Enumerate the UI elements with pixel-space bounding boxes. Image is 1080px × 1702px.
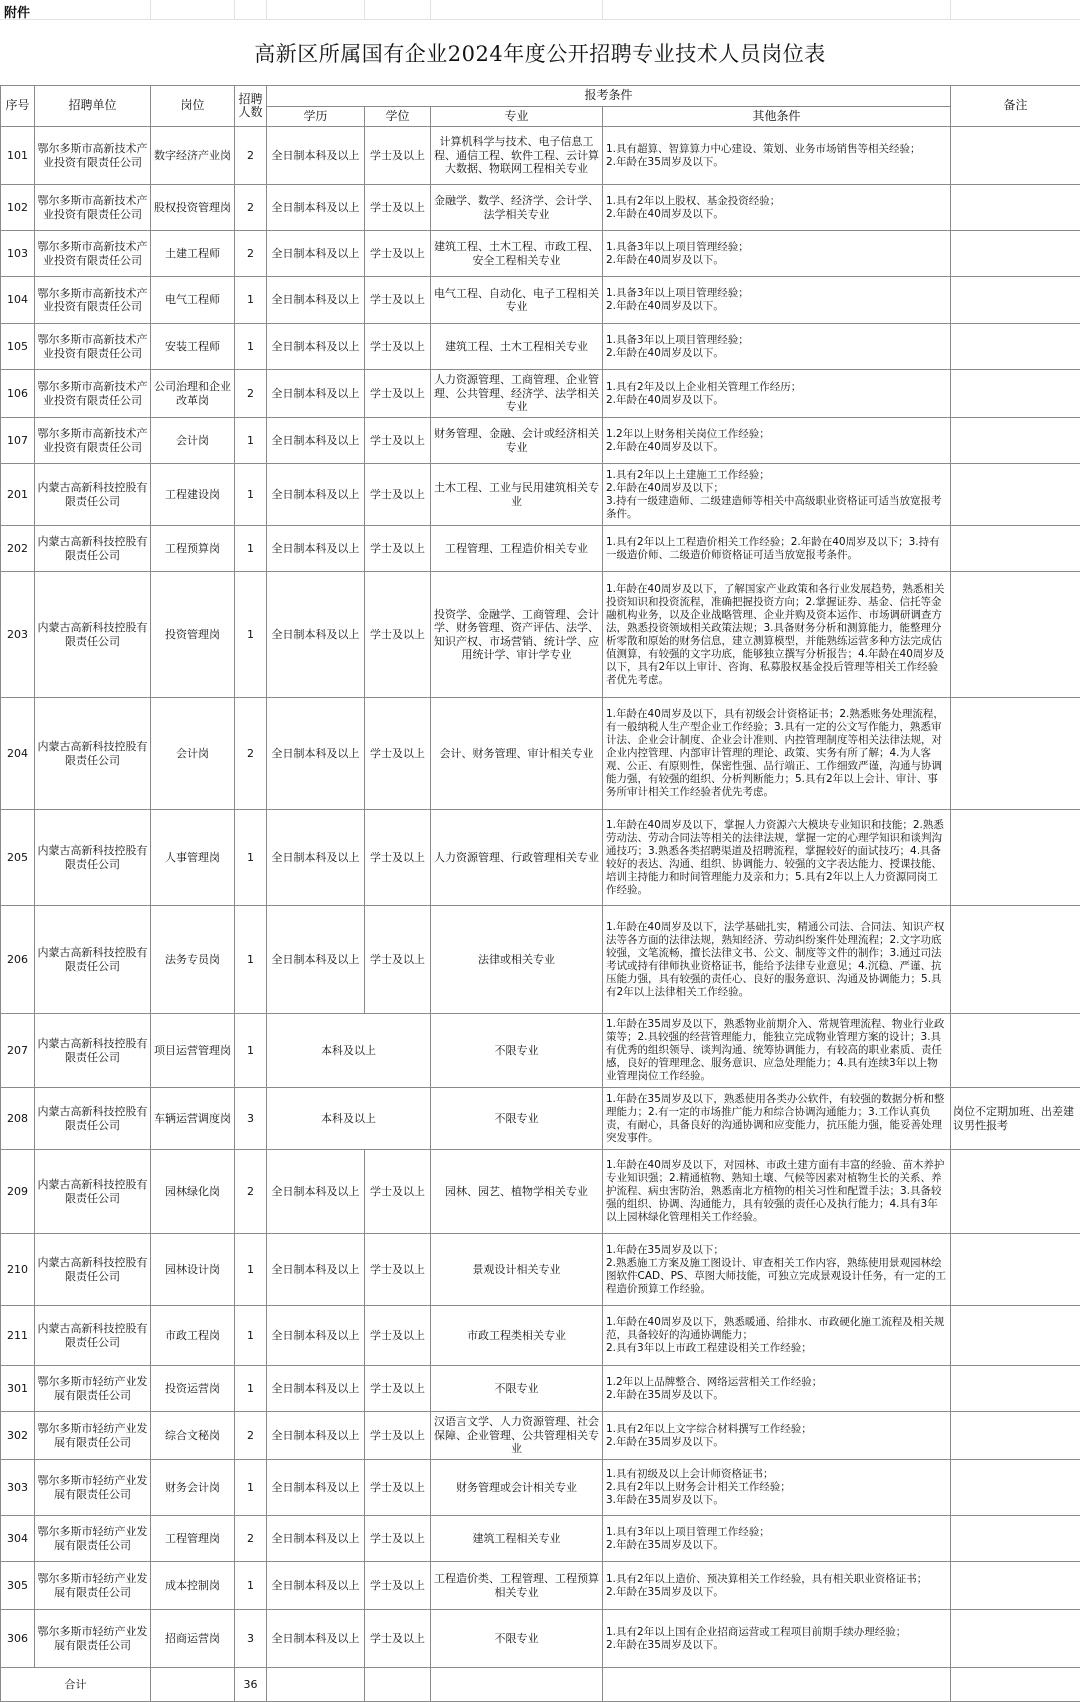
- table-row: [1, 1610, 1080, 1668]
- cell-unit: 鄂尔多斯市高新技术产业投资有限责任公司: [35, 370, 151, 418]
- cell-edu: 全日制本科及以上: [267, 1306, 365, 1366]
- cell-remark: [951, 1516, 1080, 1562]
- cell-remark: [951, 572, 1080, 698]
- page-title: 高新区所属国有企业2024年度公开招聘专业技术人员岗位表: [0, 38, 1080, 68]
- cell-degree: 学士及以上: [365, 1460, 431, 1516]
- cell-major: 建筑工程相关专业: [431, 1516, 603, 1562]
- cell-count: 2: [235, 370, 267, 418]
- cell-count: 2: [235, 231, 267, 277]
- cell-count: 1: [235, 324, 267, 370]
- cell-remark: [951, 418, 1080, 464]
- cell-post: 投资管理岗: [151, 572, 235, 698]
- cell-remark: [951, 1460, 1080, 1516]
- table-row: [1, 464, 1080, 526]
- cell-seq: 209: [1, 1150, 35, 1234]
- cell-other: 1.2年以上财务相关岗位工作经验； 2.年龄在40周岁及以下。: [603, 418, 951, 464]
- cell-unit: 内蒙古高新科技控股有限责任公司: [35, 526, 151, 572]
- cell-edu: 全日制本科及以上: [267, 418, 365, 464]
- cell-post: 项目运营管理岗: [151, 1014, 235, 1088]
- cell-seq: 105: [1, 324, 35, 370]
- table-row: [1, 277, 1080, 324]
- cell-other: 1.具有2年以上股权、基金投资经验； 2.年龄在40周岁及以下。: [603, 185, 951, 231]
- cell-post: 投资运营岗: [151, 1366, 235, 1412]
- cell-edu: 本科及以上: [267, 1088, 431, 1150]
- header-edu: 学历: [267, 107, 365, 127]
- header-conditions: 报考条件: [267, 86, 951, 107]
- cell-remark: [951, 324, 1080, 370]
- cell-other: 1.具有3年以上项目管理工作经验； 2.年龄在35周岁及以下。: [603, 1516, 951, 1562]
- cell-seq: 104: [1, 277, 35, 324]
- cell-other: 1.具有2年以上国有企业招商运营或工程项目前期手续办理经验； 2.年龄在35周岁及以下。: [603, 1610, 951, 1668]
- total-count: 36: [235, 1668, 267, 1702]
- cell-remark: [951, 1234, 1080, 1306]
- table-row: [1, 1014, 1080, 1088]
- job-positions-table: [0, 85, 1080, 1702]
- cell-count: 1: [235, 1306, 267, 1366]
- cell-remark: [951, 1412, 1080, 1460]
- cell-count: 2: [235, 185, 267, 231]
- cell-seq: 107: [1, 418, 35, 464]
- cell-count: 1: [235, 1366, 267, 1412]
- cell-other: 1.具有初级及以上会计师资格证书； 2.具有2年以上财务会计相关工作经验； 3.年龄在35周岁及以下。: [603, 1460, 951, 1516]
- cell-post: 会计岗: [151, 698, 235, 810]
- cell-seq: 102: [1, 185, 35, 231]
- cell-degree: 学士及以上: [365, 370, 431, 418]
- cell-other: 1.年龄在40周岁及以下，熟悉暖通、给排水、市政硬化施工流程及相关规范，具备较好的沟通协调能力； 2.具有3年以上市政工程建设相关工作经验；: [603, 1306, 951, 1366]
- cell-major: 不限专业: [431, 1366, 603, 1412]
- table-row: [1, 127, 1080, 185]
- cell-major: 财务管理、金融、会计或经济相关专业: [431, 418, 603, 464]
- cell-edu: 全日制本科及以上: [267, 1562, 365, 1610]
- cell-edu: 全日制本科及以上: [267, 370, 365, 418]
- cell-unit: 内蒙古高新科技控股有限责任公司: [35, 464, 151, 526]
- cell-edu: 全日制本科及以上: [267, 185, 365, 231]
- table-row: [1, 185, 1080, 231]
- cell-degree: 学士及以上: [365, 1610, 431, 1668]
- cell-remark: [951, 906, 1080, 1014]
- total-row: [1, 1668, 1080, 1702]
- cell-major: 会计、财务管理、审计相关专业: [431, 698, 603, 810]
- cell-post: 安装工程师: [151, 324, 235, 370]
- cell-count: 2: [235, 698, 267, 810]
- cell-remark: [951, 698, 1080, 810]
- cell-post: 股权投资管理岗: [151, 185, 235, 231]
- cell-edu: 全日制本科及以上: [267, 810, 365, 906]
- cell-edu: 本科及以上: [267, 1014, 431, 1088]
- cell-degree: 学士及以上: [365, 1516, 431, 1562]
- cell-major: 建筑工程、土木工程、市政工程、安全工程相关专业: [431, 231, 603, 277]
- cell-degree: 学士及以上: [365, 1306, 431, 1366]
- cell-major: 人力资源管理、行政管理相关专业: [431, 810, 603, 906]
- cell-post: 招商运营岗: [151, 1610, 235, 1668]
- cell-seq: 206: [1, 906, 35, 1014]
- cell-edu: 全日制本科及以上: [267, 1234, 365, 1306]
- cell-unit: 鄂尔多斯市轻纺产业发展有限责任公司: [35, 1562, 151, 1610]
- table-row: [1, 1150, 1080, 1234]
- cell-seq: 203: [1, 572, 35, 698]
- header-degree: 学位: [365, 107, 431, 127]
- cell-unit: 鄂尔多斯市轻纺产业发展有限责任公司: [35, 1516, 151, 1562]
- cell-major: 工程造价类、工程管理、工程预算相关专业: [431, 1562, 603, 1610]
- cell-edu: 全日制本科及以上: [267, 572, 365, 698]
- cell-other: 1.年龄在35周岁及以下； 2.熟悉施工方案及施工图设计、审查相关工作内容，熟练使用景观园林绘图软件CAD、PS、草图大师技能，可独立完成景观设计任务，有一定的工程造价预算工作经验。: [603, 1234, 951, 1306]
- cell-post: 综合文秘岗: [151, 1412, 235, 1460]
- sheet-top-gridline: [0, 0, 1080, 20]
- cell-degree: 学士及以上: [365, 906, 431, 1014]
- cell-unit: 内蒙古高新科技控股有限责任公司: [35, 1306, 151, 1366]
- table-row: [1, 1412, 1080, 1460]
- cell-degree: 学士及以上: [365, 526, 431, 572]
- header-seq: 序号: [1, 86, 35, 127]
- cell-post: 工程建设岗: [151, 464, 235, 526]
- table-row: [1, 698, 1080, 810]
- cell-other: 1.年龄在40周岁及以下，了解国家产业政策和各行业发展趋势，熟悉相关投资知识和投资流程，准确把握投资方向；2.掌握证券、基金、信托等金融机构业务，以及企业战略管理、企业并购及资本运作、市场调研调查方法，熟悉投资领域相关政策法规；3.具备财务分析和测算能力，能整理分析零散和原始的财务信息，建立测算模型，并能熟练运营多种方法完成估值测算，有较强的文字功底，能够独立撰写分析报告；4.年龄在40周岁及以下，具有2年以上审计、咨询、私募股权基金投后管理等相关工作经验者优先考虑。: [603, 572, 951, 698]
- table-row: [1, 526, 1080, 572]
- cell-major: 计算机科学与技术、电子信息工程、通信工程、软件工程、云计算大数据、物联网工程相关专业: [431, 127, 603, 185]
- cell-unit: 鄂尔多斯市轻纺产业发展有限责任公司: [35, 1366, 151, 1412]
- cell-post: 工程管理岗: [151, 1516, 235, 1562]
- cell-major: 建筑工程、土木工程相关专业: [431, 324, 603, 370]
- cell-unit: 鄂尔多斯市高新技术产业投资有限责任公司: [35, 277, 151, 324]
- cell-major: 不限专业: [431, 1014, 603, 1088]
- cell-degree: 学士及以上: [365, 418, 431, 464]
- cell-post: 园林设计岗: [151, 1234, 235, 1306]
- table-row: [1, 1306, 1080, 1366]
- cell-degree: 学士及以上: [365, 185, 431, 231]
- cell-degree: 学士及以上: [365, 231, 431, 277]
- total-empty-cell: [603, 1668, 951, 1702]
- table-row: [1, 572, 1080, 698]
- cell-seq: 208: [1, 1088, 35, 1150]
- table-row: [1, 1088, 1080, 1150]
- cell-other: 1.年龄在35周岁及以下，熟悉物业前期介入、常规管理流程、物业行业政策等；2.具较强的经营管理能力，能独立完成物业管理方案的设计；3.具有优秀的组织领导、谈判沟通、统筹协调能力，有较高的职业素质、责任感，良好的管理理念、服务意识、应急处理能力；4.具有连续3年以上物业管理岗位工作经验。: [603, 1014, 951, 1088]
- cell-major: 财务管理或会计相关专业: [431, 1460, 603, 1516]
- cell-other: 1.具有2年以上文字综合材料撰写工作经验； 2.年龄在35周岁及以下。: [603, 1412, 951, 1460]
- table-row: [1, 370, 1080, 418]
- total-empty-cell: [267, 1668, 365, 1702]
- cell-post: 成本控制岗: [151, 1562, 235, 1610]
- cell-count: 2: [235, 127, 267, 185]
- cell-seq: 205: [1, 810, 35, 906]
- cell-post: 市政工程岗: [151, 1306, 235, 1366]
- cell-count: 1: [235, 464, 267, 526]
- table-row: [1, 1516, 1080, 1562]
- cell-unit: 内蒙古高新科技控股有限责任公司: [35, 810, 151, 906]
- cell-seq: 103: [1, 231, 35, 277]
- cell-unit: 内蒙古高新科技控股有限责任公司: [35, 1014, 151, 1088]
- cell-unit: 内蒙古高新科技控股有限责任公司: [35, 1150, 151, 1234]
- cell-post: 车辆运营调度岗: [151, 1088, 235, 1150]
- cell-remark: [951, 810, 1080, 906]
- cell-remark: [951, 127, 1080, 185]
- cell-major: 投资学、金融学、工商管理、会计学、财务管理、资产评估、法学、知识产权、市场营销、统计学、应用统计学、审计学专业: [431, 572, 603, 698]
- cell-other: 1.具有2年以上造价、预决算相关工作经验，具有相关职业资格证书； 2.年龄在35周岁及以下。: [603, 1562, 951, 1610]
- cell-seq: 303: [1, 1460, 35, 1516]
- header-post: 岗位: [151, 86, 235, 127]
- cell-seq: 306: [1, 1610, 35, 1668]
- cell-count: 2: [235, 1150, 267, 1234]
- cell-seq: 301: [1, 1366, 35, 1412]
- cell-count: 1: [235, 906, 267, 1014]
- cell-seq: 305: [1, 1562, 35, 1610]
- cell-major: 金融学、数学、经济学、会计学、法学相关专业: [431, 185, 603, 231]
- cell-count: 3: [235, 1610, 267, 1668]
- cell-remark: [951, 370, 1080, 418]
- cell-unit: 鄂尔多斯市高新技术产业投资有限责任公司: [35, 418, 151, 464]
- cell-post: 土建工程师: [151, 231, 235, 277]
- cell-other: 1.具有2年以上土建施工工作经验； 2.年龄在40周岁及以下； 3.持有一级建造师、二级建造师等相关中高级职业资格证可适当放宽报考条件。: [603, 464, 951, 526]
- cell-degree: 学士及以上: [365, 698, 431, 810]
- cell-count: 1: [235, 1460, 267, 1516]
- cell-post: 法务专员岗: [151, 906, 235, 1014]
- cell-other: 1.具有2年及以上企业相关管理工作经历； 2.年龄在40周岁及以下。: [603, 370, 951, 418]
- cell-degree: 学士及以上: [365, 1366, 431, 1412]
- cell-edu: 全日制本科及以上: [267, 1412, 365, 1460]
- header-other: 其他条件: [603, 107, 951, 127]
- cell-count: 1: [235, 1014, 267, 1088]
- cell-major: 不限专业: [431, 1610, 603, 1668]
- cell-remark: [951, 1306, 1080, 1366]
- cell-major: 汉语言文学、人力资源管理、社会保障、企业管理、公共管理相关专业: [431, 1412, 603, 1460]
- cell-unit: 鄂尔多斯市高新技术产业投资有限责任公司: [35, 127, 151, 185]
- cell-post: 人事管理岗: [151, 810, 235, 906]
- cell-seq: 207: [1, 1014, 35, 1088]
- cell-remark: [951, 526, 1080, 572]
- cell-edu: 全日制本科及以上: [267, 127, 365, 185]
- cell-edu: 全日制本科及以上: [267, 698, 365, 810]
- total-label: 合计: [1, 1668, 151, 1702]
- cell-degree: 学士及以上: [365, 1562, 431, 1610]
- attachment-label: 附件: [4, 2, 30, 21]
- cell-seq: 202: [1, 526, 35, 572]
- cell-major: 景观设计相关专业: [431, 1234, 603, 1306]
- cell-edu: 全日制本科及以上: [267, 464, 365, 526]
- table-row: [1, 810, 1080, 906]
- cell-unit: 鄂尔多斯市高新技术产业投资有限责任公司: [35, 185, 151, 231]
- cell-major: 土木工程、工业与民用建筑相关专业: [431, 464, 603, 526]
- cell-unit: 鄂尔多斯市轻纺产业发展有限责任公司: [35, 1610, 151, 1668]
- cell-major: 电气工程、自动化、电子工程相关专业: [431, 277, 603, 324]
- table-row: [1, 1234, 1080, 1306]
- cell-count: 1: [235, 277, 267, 324]
- cell-unit: 内蒙古高新科技控股有限责任公司: [35, 1234, 151, 1306]
- cell-degree: 学士及以上: [365, 1412, 431, 1460]
- cell-edu: 全日制本科及以上: [267, 1516, 365, 1562]
- cell-remark: [951, 1014, 1080, 1088]
- cell-count: 3: [235, 1088, 267, 1150]
- cell-post: 园林绿化岗: [151, 1150, 235, 1234]
- cell-major: 不限专业: [431, 1088, 603, 1150]
- cell-edu: 全日制本科及以上: [267, 1150, 365, 1234]
- cell-seq: 210: [1, 1234, 35, 1306]
- cell-unit: 鄂尔多斯市轻纺产业发展有限责任公司: [35, 1460, 151, 1516]
- cell-edu: 全日制本科及以上: [267, 1610, 365, 1668]
- cell-post: 公司治理和企业改革岗: [151, 370, 235, 418]
- header-remark: 备注: [951, 86, 1080, 127]
- cell-major: 人力资源管理、工商管理、企业管理、公共管理、经济学、法学相关专业: [431, 370, 603, 418]
- cell-count: 1: [235, 810, 267, 906]
- cell-remark: 岗位不定期加班、出差建议男性报考: [951, 1088, 1080, 1150]
- cell-seq: 201: [1, 464, 35, 526]
- cell-post: 会计岗: [151, 418, 235, 464]
- total-empty-cell: [431, 1668, 603, 1702]
- cell-other: 1.年龄在35周岁及以下，熟悉使用各类办公软件，有较强的数据分析和整理能力；2.有一定的市场推广能力和综合协调沟通能力；3.工作认真负责，有耐心，具备良好的沟通协调和应变能力，抗压能力强，能妥善处理突发事件。: [603, 1088, 951, 1150]
- cell-other: 1.具备3年以上项目管理经验； 2.年龄在40周岁及以下。: [603, 231, 951, 277]
- cell-unit: 内蒙古高新科技控股有限责任公司: [35, 572, 151, 698]
- cell-edu: 全日制本科及以上: [267, 1460, 365, 1516]
- cell-remark: [951, 1150, 1080, 1234]
- cell-other: 1.具有2年以上工程造价相关工作经验；2.年龄在40周岁及以下；3.持有一级造价师、二级造价师资格证可适当放宽报考条件。: [603, 526, 951, 572]
- cell-edu: 全日制本科及以上: [267, 1366, 365, 1412]
- cell-seq: 304: [1, 1516, 35, 1562]
- cell-unit: 鄂尔多斯市高新技术产业投资有限责任公司: [35, 231, 151, 277]
- cell-count: 2: [235, 1516, 267, 1562]
- table-body: [1, 127, 1080, 1668]
- cell-other: 1.2年以上品牌整合、网络运营相关工作经验； 2.年龄在35周岁及以下。: [603, 1366, 951, 1412]
- cell-edu: 全日制本科及以上: [267, 906, 365, 1014]
- header-count: 招聘人数: [235, 86, 267, 127]
- total-empty-cell: [951, 1668, 1080, 1702]
- cell-remark: [951, 464, 1080, 526]
- cell-count: 1: [235, 572, 267, 698]
- cell-degree: 学士及以上: [365, 1150, 431, 1234]
- cell-major: 园林、园艺、植物学相关专业: [431, 1150, 603, 1234]
- cell-seq: 106: [1, 370, 35, 418]
- cell-seq: 211: [1, 1306, 35, 1366]
- header-major: 专业: [431, 107, 603, 127]
- cell-other: 1.年龄在40周岁及以下，掌握人力资源六大模块专业知识和技能；2.熟悉劳动法、劳动合同法等相关的法律法规，掌握一定的心理学知识和谈判沟通技巧；3.熟悉各类招聘渠道及招聘流程，掌握较好的面试技巧；4.具备较好的表达、沟通、组织、协调能力、较强的文字表达能力、授课技能、培训主持能力和时间管理能力及亲和力；5.具有2年以上人力资源同岗工作经验。: [603, 810, 951, 906]
- cell-degree: 学士及以上: [365, 572, 431, 698]
- cell-degree: 学士及以上: [365, 277, 431, 324]
- cell-seq: 101: [1, 127, 35, 185]
- cell-count: 1: [235, 418, 267, 464]
- cell-degree: 学士及以上: [365, 464, 431, 526]
- cell-unit: 鄂尔多斯市高新技术产业投资有限责任公司: [35, 324, 151, 370]
- cell-post: 财务会计岗: [151, 1460, 235, 1516]
- cell-degree: 学士及以上: [365, 1234, 431, 1306]
- cell-degree: 学士及以上: [365, 127, 431, 185]
- cell-post: 电气工程师: [151, 277, 235, 324]
- cell-other: 1.年龄在40周岁及以下，具有初级会计资格证书；2.熟悉账务处理流程，有一般纳税人生产型企业工作经验；3.具有一定的公文写作能力，熟悉审计法、企业会计制度、企业会计准则、内控管理制度等相关法律法规，对企业内控管理、内部审计管理的理论、政策、实务有所了解；4.为人客观、公正、有原则性，保密性强、品行端正、工作细致严谨，沟通与协调能力强，有较强的组织、分析判断能力；5.具有2年以上会计、审计、事务所审计相关工作经验者优先考虑。: [603, 698, 951, 810]
- cell-other: 1.具备3年以上项目管理经验； 2.年龄在40周岁及以下。: [603, 277, 951, 324]
- cell-other: 1.年龄在40周岁及以下，对园林、市政土建方面有丰富的经验、苗木养护专业知识强；2.精通植物、熟知土壤、气候等因素对植物生长的关系、养护流程、病虫害防治，熟悉南北方植物的相关习性和配置手法；3.具备较强的组织、协调、沟通能力，具有较强的责任心及执行能力；4.具有3年以上园林绿化管理相关工作经验。: [603, 1150, 951, 1234]
- header-unit: 招聘单位: [35, 86, 151, 127]
- cell-other: 1.年龄在40周岁及以下，法学基础扎实，精通公司法、合同法、知识产权法等各方面的法律法规，熟知经济、劳动纠纷案件处理流程；2.文字功底较强，文笔流畅，擅长法律文书、公文、制度等文件的制作；3.通过司法考试或持有律师执业资格证书，能给予法律专业意见；4.沉稳、严谨、抗压能力强，具有较强的责任心、良好的服务意识、沟通及协调能力；5.具有2年以上法律相关工作经验。: [603, 906, 951, 1014]
- cell-unit: 内蒙古高新科技控股有限责任公司: [35, 698, 151, 810]
- cell-post: 工程预算岗: [151, 526, 235, 572]
- cell-other: 1.具有超算、智算算力中心建设、策划、业务市场销售等相关经验； 2.年龄在35周岁及以下。: [603, 127, 951, 185]
- table-row: [1, 906, 1080, 1014]
- cell-count: 1: [235, 1234, 267, 1306]
- cell-degree: 学士及以上: [365, 810, 431, 906]
- cell-remark: [951, 1562, 1080, 1610]
- cell-count: 1: [235, 526, 267, 572]
- cell-seq: 302: [1, 1412, 35, 1460]
- table-row: [1, 1460, 1080, 1516]
- cell-degree: 学士及以上: [365, 324, 431, 370]
- cell-seq: 204: [1, 698, 35, 810]
- cell-edu: 全日制本科及以上: [267, 231, 365, 277]
- cell-remark: [951, 1366, 1080, 1412]
- cell-edu: 全日制本科及以上: [267, 277, 365, 324]
- cell-remark: [951, 231, 1080, 277]
- cell-count: 1: [235, 1562, 267, 1610]
- table-row: [1, 1562, 1080, 1610]
- cell-other: 1.具备3年以上项目管理经验； 2.年龄在40周岁及以下。: [603, 324, 951, 370]
- cell-remark: [951, 1610, 1080, 1668]
- cell-edu: 全日制本科及以上: [267, 526, 365, 572]
- total-empty-cell: [365, 1668, 431, 1702]
- cell-major: 法律或相关专业: [431, 906, 603, 1014]
- cell-remark: [951, 277, 1080, 324]
- cell-unit: 内蒙古高新科技控股有限责任公司: [35, 906, 151, 1014]
- cell-major: 工程管理、工程造价相关专业: [431, 526, 603, 572]
- cell-major: 市政工程类相关专业: [431, 1306, 603, 1366]
- table-row: [1, 231, 1080, 277]
- cell-post: 数字经济产业岗: [151, 127, 235, 185]
- cell-count: 2: [235, 1412, 267, 1460]
- total-empty-cell: [151, 1668, 235, 1702]
- table-row: [1, 418, 1080, 464]
- cell-unit: 内蒙古高新科技控股有限责任公司: [35, 1088, 151, 1150]
- cell-edu: 全日制本科及以上: [267, 324, 365, 370]
- cell-remark: [951, 185, 1080, 231]
- table-row: [1, 1366, 1080, 1412]
- cell-unit: 鄂尔多斯市轻纺产业发展有限责任公司: [35, 1412, 151, 1460]
- table-row: [1, 324, 1080, 370]
